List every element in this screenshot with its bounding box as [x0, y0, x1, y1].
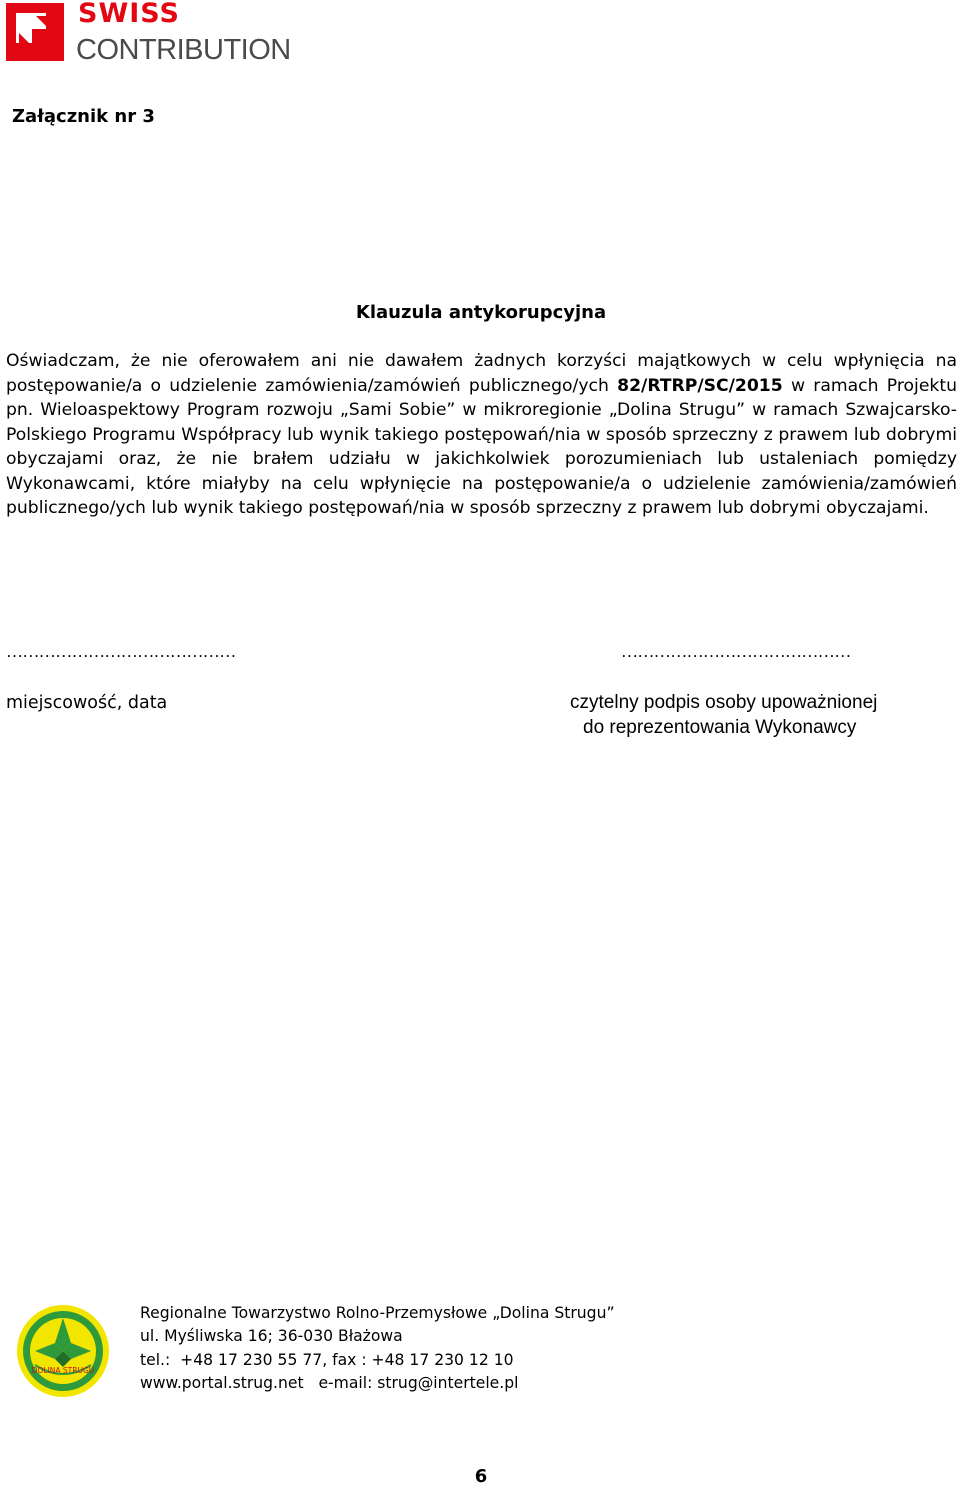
statement-part-2: w ramach Projektu pn. Wieloaspektowy Program rozwoju „Sami Sobie” w mikroregionie „Dolina Strugu” w ramach Szwajcarsko-Polskiego Programu Współpracy lub wynik takiego postępowań/nia w sposób sprzeczny z prawem lub dobrymi obyczajami oraz, że nie brałem udziału w jakichkolwiek porozumieniach lub ustaleniach pomiędzy Wykonawcami, które miałyby na celu wpłynięcie na postępowanie/a o udzielenie zamówienia/zamówień publicznego/ych lub wynik takiego postępowań/nia w sposób sprzeczny z prawem lub dobrymi obyczajami. [6, 375, 957, 518]
reference-number: 82/RTRP/SC/2015 [617, 375, 783, 396]
place-date-dotted-line: …………………………………… [6, 642, 236, 661]
page-number: 6 [474, 1466, 488, 1487]
logo-contribution-text: CONTRIBUTION [76, 34, 291, 66]
signature-label-line-1: czytelny podpis osoby upoważnionej [570, 692, 878, 713]
dolina-strugu-emblem-icon [15, 1303, 111, 1399]
swiss-contribution-logo [6, 0, 306, 69]
place-date-label: miejscowość, data [6, 693, 168, 713]
footer-web-email: www.portal.strug.net e-mail: strug@intertele.pl [140, 1373, 519, 1392]
logo-swiss-text: SWISS [78, 0, 180, 29]
statement-paragraph [6, 349, 957, 521]
footer-phone-fax: tel.: +48 17 230 55 77, fax : +48 17 230 12 10 [140, 1350, 514, 1369]
emblem-text: DOLINA STRUGU [31, 1366, 95, 1375]
footer-organization: Regionalne Towarzystwo Rolno-Przemysłowe „Dolina Strugu” [140, 1304, 615, 1322]
signature-dotted-line: …………………………………… [621, 642, 851, 661]
swiss-contribution-flag-icon [6, 3, 64, 61]
annex-label: Załącznik nr 3 [12, 106, 155, 127]
footer-street: ul. Myśliwska 16; 36-030 Błażowa [140, 1327, 403, 1346]
signature-label-line-2: do reprezentowania Wykonawcy [583, 717, 857, 738]
footer-address [140, 1302, 615, 1395]
clause-title: Klauzula antykorupcyjna [355, 302, 607, 323]
statement-part-1: Oświadczam, że nie oferowałem ani nie dawałem żadnych korzyści majątkowych w celu wpłynięcia na postępowanie/a o udzielenie zamówienia/zamówień publicznego/ych [6, 351, 957, 396]
